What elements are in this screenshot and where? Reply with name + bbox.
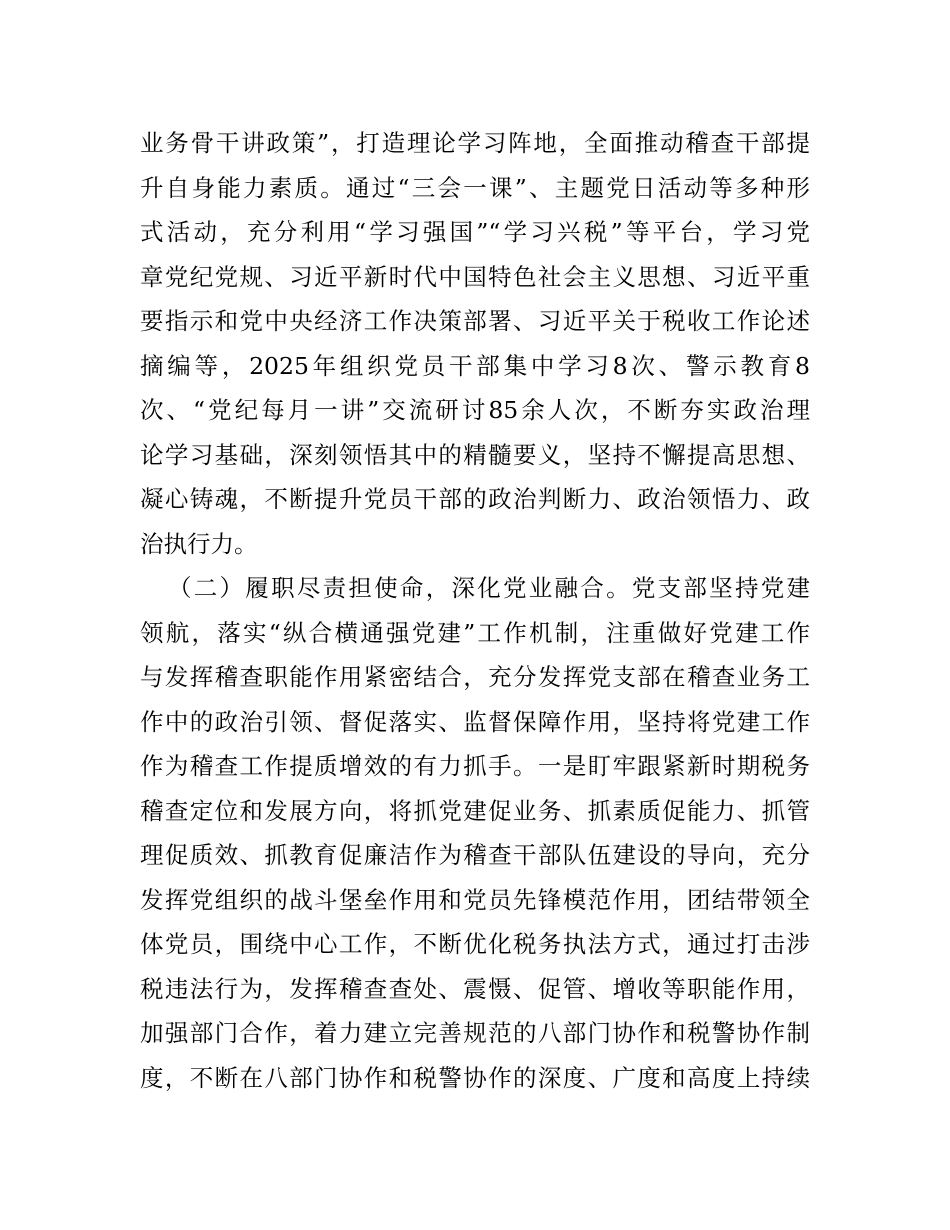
paragraph-1 xyxy=(140,121,810,566)
text-line: 升自身能力素质。通过“三会一课”、主题党日活动等多种形 xyxy=(140,173,810,202)
text-line: 章党纪党规、习近平新时代中国特色社会主义思想、习近平重 xyxy=(140,262,810,291)
text-line: 体党员，围绕中心工作，不断优化税务执法方式，通过打击涉 xyxy=(140,930,810,958)
paragraph-2 xyxy=(140,566,810,1100)
text-line: 业务骨干讲政策”，打造理论学习阵地，全面推动稽查干部提 xyxy=(140,129,810,157)
text-line: 与发挥稽查职能作用紧密结合，充分发挥党支部在稽查业务工 xyxy=(140,663,810,691)
text-line: 理促质效、抓教育促廉洁作为稽查干部队伍建设的导向，充分 xyxy=(140,841,810,869)
text-line: 次、“党纪每月一讲”交流研讨85余人次，不断夯实政治理 xyxy=(140,396,810,424)
text-line: 领航，落实“纵合横通强党建”工作机制，注重做好党建工作 xyxy=(140,618,810,647)
text-line: 要指示和党中央经济工作决策部署、习近平关于税收工作论述 xyxy=(140,307,810,335)
text-line: 凝心铸魂，不断提升党员干部的政治判断力、政治领悟力、政 xyxy=(140,485,810,513)
text-line: 摘编等，2025年组织党员干部集中学习8次、警示教育8 xyxy=(140,351,810,380)
section-heading-line: （二）履职尽责担使命，深化党业融合。党支部坚持党建 xyxy=(168,574,810,602)
text-line: 发挥党组织的战斗堡垒作用和党员先锋模范作用，团结带领全 xyxy=(140,885,810,914)
text-line: 作中的政治引领、督促落实、监督保障作用，坚持将党建工作 xyxy=(140,707,810,736)
text-line: 稽查定位和发展方向，将抓党建促业务、抓素质促能力、抓管 xyxy=(140,796,810,825)
text-line: 式活动，充分利用“学习强国”“学习兴税”等平台，学习党 xyxy=(140,218,810,246)
text-line: 论学习基础，深刻领悟其中的精髓要义，坚持不懈提高思想、 xyxy=(140,440,810,469)
text-line: 税违法行为，发挥稽查查处、震慑、促管、增收等职能作用， xyxy=(140,974,810,1003)
text-line: 作为稽查工作提质增效的有力抓手。一是盯牢跟紧新时期税务 xyxy=(140,752,810,780)
text-line: 度，不断在八部门协作和税警协作的深度、广度和高度上持续 xyxy=(140,1063,810,1092)
text-line: 加强部门合作，着力建立完善规范的八部门协作和税警协作制 xyxy=(140,1019,810,1047)
text-line: 治执行力。 xyxy=(140,529,258,558)
document-page xyxy=(140,121,810,1100)
